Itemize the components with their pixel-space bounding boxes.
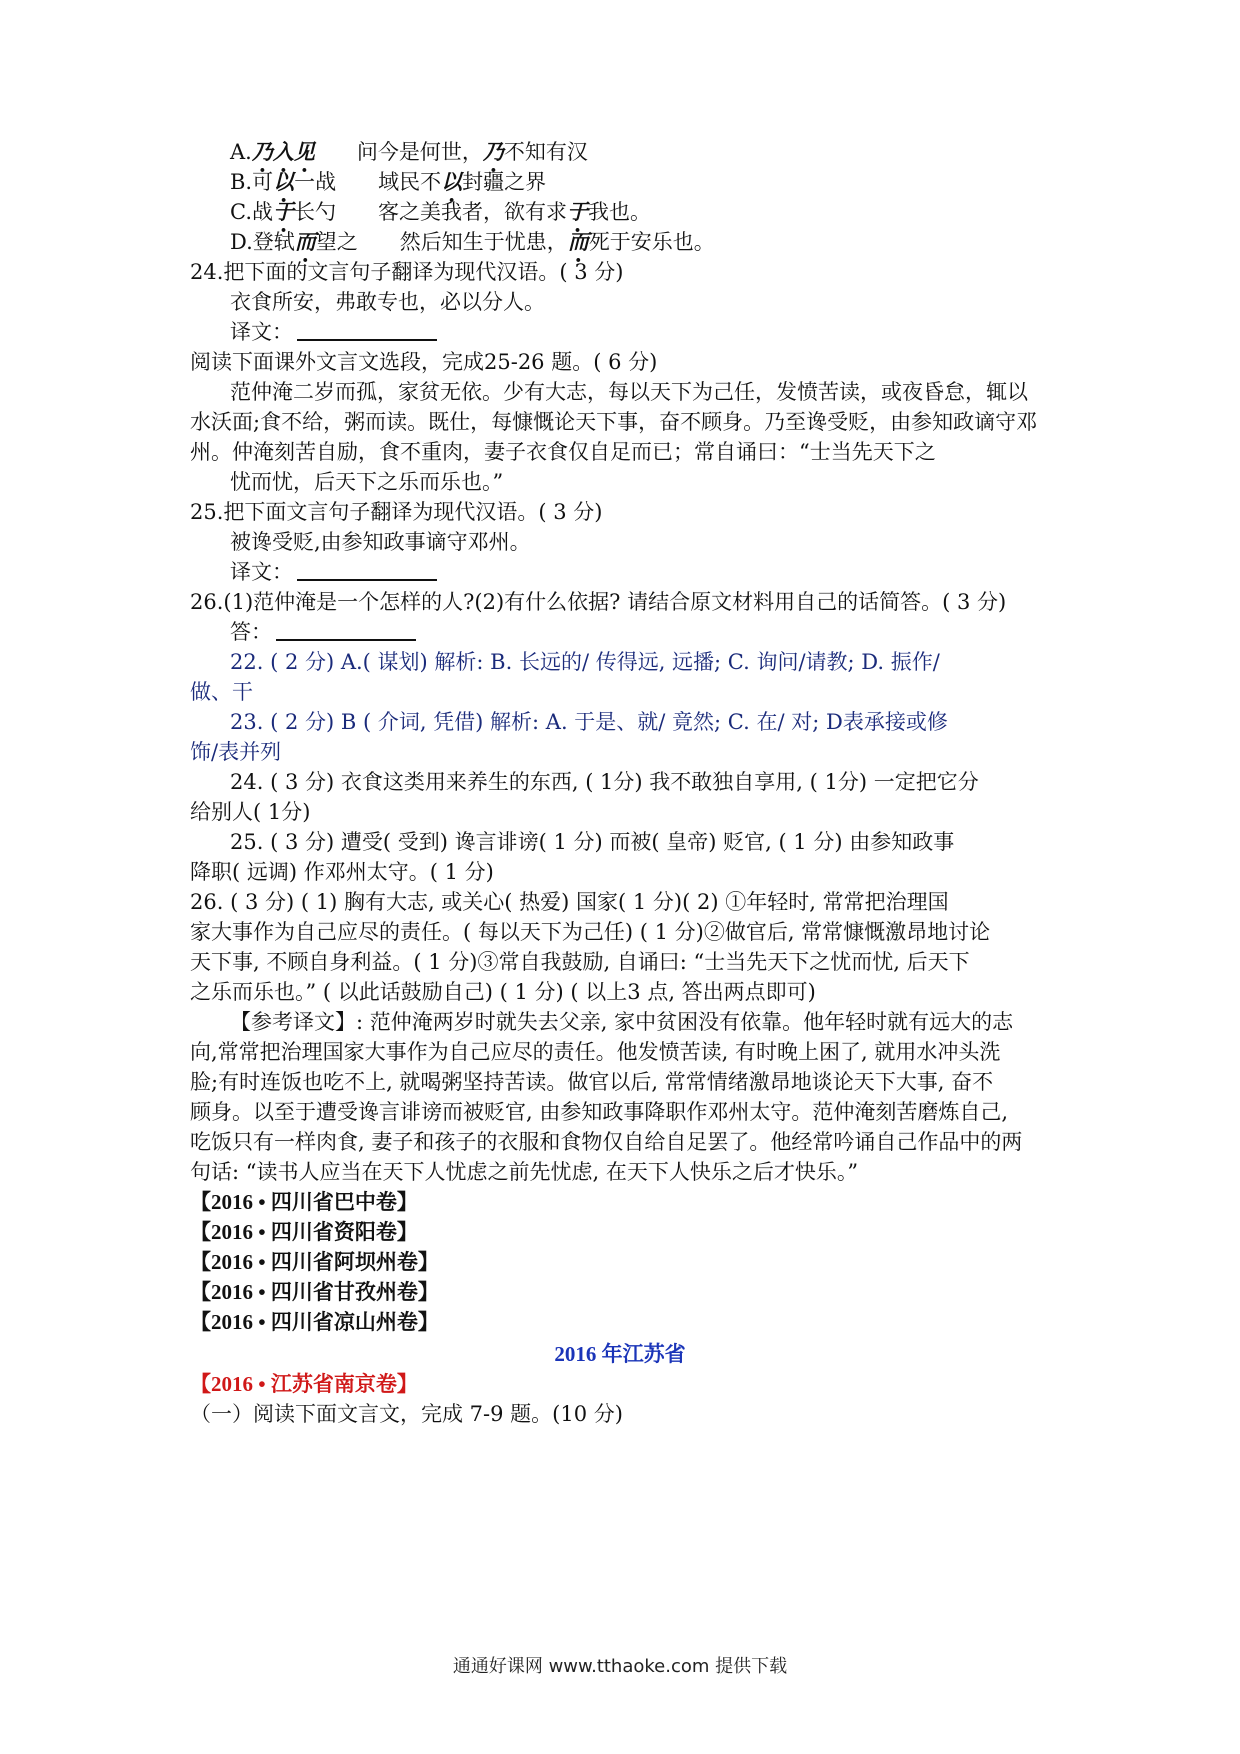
- question-25-stem: 25.把下面文言句子翻译为现代汉语。( 3 分): [190, 500, 603, 524]
- option-label: C.战: [230, 200, 273, 224]
- passage-line: 州。仲淹刻苦自励，食不重肉，妻子衣食仅自足而已；常自诵曰：“士当先天下之: [190, 440, 936, 464]
- passage-line: 水沃面;食不给，粥而读。既仕，每慷慨论天下事，奋不顾身。乃至谗受贬，由参知政谪守邓: [190, 410, 1038, 434]
- answer-line: 饰/表并列: [190, 740, 282, 764]
- answer-blank[interactable]: [297, 557, 437, 581]
- answer-line: 给别人( 1分): [190, 800, 311, 824]
- option-text: 望之 然后知生于忧患，: [315, 230, 568, 254]
- translation-label: 译文：: [230, 320, 293, 344]
- emphasized-word: 而: [294, 229, 316, 254]
- question-24-sentence: 衣食所安，弗敢专也，必以分人。: [230, 290, 545, 314]
- translation-label: 译文：: [230, 560, 293, 584]
- answer-label: 答：: [230, 620, 272, 644]
- answer-line: 26. ( 3 分) ( 1) 胸有大志, 或关心( 热爱) 国家( 1 分)( 2) ①年轻时, 常常把治理国: [190, 890, 949, 914]
- emphasized-word: 于: [567, 199, 588, 224]
- page-footer: 通通好课网 www.tthaoke.com 提供下载: [452, 1656, 788, 1677]
- question-25-answer-line: [230, 557, 1100, 587]
- option-label: D.登轼: [230, 230, 295, 254]
- reference-translation-line: 顾身。以至于遭受谗言诽谤而被贬官, 由参知政事降职作邓州太守。范仲淹刻苦磨炼自己,: [190, 1100, 1009, 1124]
- section-heading: 【2016 • 四川省巴中卷】: [190, 1190, 418, 1214]
- question-24-answer-line: [230, 317, 1100, 347]
- nanjing-heading: 【2016 • 江苏省南京卷】: [190, 1372, 418, 1396]
- question-26-answer-line: [230, 617, 1100, 647]
- section-heading: 【2016 • 四川省阿坝州卷】: [190, 1250, 439, 1274]
- answer-line: 22. ( 2 分) A.( 谋划) 解析: B. 长远的/ 传得远, 远播; C. 询问/请教; D. 振作/: [230, 650, 940, 674]
- reference-translation-line: 【参考译文】: 范仲淹两岁时就失去父亲, 家中贫困没有依靠。他年轻时就有远大的志: [230, 1010, 1014, 1034]
- question-24-stem: 24.把下面的文言句子翻译为现代汉语。( 3 分): [190, 260, 624, 284]
- emphasized-word: 以: [273, 169, 295, 194]
- option-text: 长勺 客之美我者，欲有求: [294, 200, 567, 224]
- reference-translation-line: 句话: “读书人应当在天下人忧虑之前先忧虑, 在天下人快乐之后才快乐。”: [190, 1160, 859, 1184]
- section-heading: 【2016 • 四川省资阳卷】: [190, 1220, 418, 1244]
- answer-line: 天下事, 不顾自身利益。( 1 分)③常自我鼓励, 自诵曰: “士当先天下之忧而忧, 后天下: [190, 950, 970, 974]
- reference-translation-line: 向,常常把治理国家大事作为自己应尽的责任。他发愤苦读, 有时晚上困了, 就用水冲头洗: [190, 1040, 1001, 1064]
- option-label: B.可: [230, 170, 274, 194]
- emphasized-word: 乃: [482, 139, 504, 164]
- emphasized-word: 以: [441, 169, 463, 194]
- emphasized-word: 于: [273, 199, 294, 224]
- answer-line: 做、干: [190, 680, 253, 704]
- section-heading: 【2016 • 四川省甘孜州卷】: [190, 1280, 439, 1304]
- answer-line: 25. ( 3 分) 遭受( 受到) 谗言诽谤( 1 分) 而被( 皇帝) 贬官, ( 1 分) 由参知政事: [230, 830, 955, 854]
- passage-line: 范仲淹二岁而孤，家贫无依。少有大志，每以天下为己任，发愤苦读，或夜昏怠，辄以: [230, 380, 1028, 404]
- answer-line: 降职( 远调) 作邓州太守。( 1 分): [190, 860, 494, 884]
- province-heading: 2016 年江苏省: [554, 1342, 686, 1366]
- answer-line: 23. ( 2 分) B ( 介词, 凭借) 解析: A. 于是、就/ 竟然; C. 在/ 对; D表承接或修: [230, 710, 948, 734]
- passage-intro: 阅读下面课外文言文选段，完成25-26 题。( 6 分): [190, 350, 658, 374]
- answer-line: 家大事作为自己应尽的责任。( 每以天下为己任) ( 1 分)②做官后, 常常慷慨激昂地讨论: [190, 920, 991, 944]
- option-text: 不知有汉: [503, 140, 588, 164]
- question-26-stem: 26.(1)范仲淹是一个怎样的人?(2)有什么依据? 请结合原文材料用自己的话简答。( 3 分): [190, 590, 1007, 614]
- passage-line: 忧而忧，后天下之乐而乐也。”: [230, 470, 504, 494]
- option-text: 封疆之界: [462, 170, 547, 194]
- answer-line: 之乐而乐也。” ( 以此话鼓励自己) ( 1 分) ( 以上3 点, 答出两点即可): [190, 980, 816, 1004]
- emphasized-word: 乃入见: [251, 139, 315, 164]
- option-label: A.: [230, 140, 252, 164]
- answer-blank[interactable]: [297, 317, 437, 341]
- reference-translation-line: 吃饭只有一样肉食, 妻子和孩子的衣服和食物仅自给自足罢了。他经常吟诵自己作品中的两: [190, 1130, 1023, 1154]
- question-25-sentence: 被谗受贬,由参知政事谪守邓州。: [230, 530, 531, 554]
- option-text: 问今是何世，: [314, 140, 483, 164]
- answer-line: 24. ( 3 分) 衣食这类用来养生的东西, ( 1分) 我不敢独自享用, ( 1分) 一定把它分: [230, 770, 979, 794]
- emphasized-word: 而: [567, 229, 589, 254]
- answer-blank[interactable]: [276, 617, 416, 641]
- section-heading: 【2016 • 四川省凉山州卷】: [190, 1310, 439, 1334]
- nanjing-intro: （一）阅读下面文言文，完成 7-9 题。(10 分): [190, 1402, 623, 1426]
- option-text: 死于安乐也。: [588, 230, 715, 254]
- option-text: 我也。: [588, 200, 651, 224]
- option-text: 一战 域民不: [294, 170, 442, 194]
- reference-translation-line: 脸;有时连饭也吃不上, 就喝粥坚持苦读。做官以后, 常常情绪激昂地谈论天下大事, 奋不: [190, 1070, 994, 1094]
